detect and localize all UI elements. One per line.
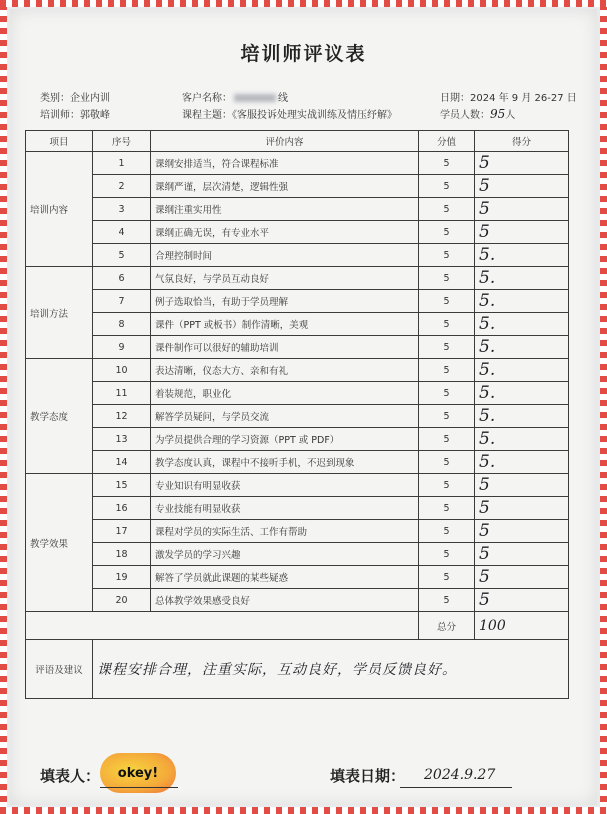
table-row [26, 267, 569, 290]
table-row [26, 290, 569, 313]
table-row [26, 474, 569, 497]
row-number: 1 [93, 152, 151, 175]
row-score: 5. [475, 267, 569, 290]
row-number: 7 [93, 290, 151, 313]
section-name: 教学效果 [26, 474, 93, 612]
row-content: 激发学员的学习兴趣 [151, 543, 419, 566]
row-score: 5 [475, 589, 569, 612]
row-score: 5. [475, 313, 569, 336]
row-score: 5 [475, 221, 569, 244]
row-value: 5 [419, 198, 475, 221]
students-unit: 人 [505, 110, 516, 121]
row-score: 5. [475, 244, 569, 267]
row-value: 5 [419, 175, 475, 198]
row-value: 5 [419, 589, 475, 612]
filler-stamp: okey! [100, 753, 176, 793]
table-row [26, 313, 569, 336]
table-body [26, 152, 569, 612]
redacted-client-name [234, 94, 276, 102]
filler-underline [100, 787, 178, 788]
row-number: 16 [93, 497, 151, 520]
table-row [26, 382, 569, 405]
row-content: 例子选取恰当，有助于学员理解 [151, 290, 419, 313]
students-count: 95 [490, 107, 506, 121]
row-content: 课件（PPT 或板书）制作清晰，美观 [151, 313, 419, 336]
header-item: 项目 [26, 131, 93, 152]
table-header-row [26, 131, 569, 152]
table-row [26, 152, 569, 175]
row-number: 10 [93, 359, 151, 382]
row-score: 5 [475, 175, 569, 198]
row-value: 5 [419, 336, 475, 359]
row-number: 4 [93, 221, 151, 244]
table-row [26, 175, 569, 198]
filler-label: 填表人： [40, 767, 101, 785]
row-number: 17 [93, 520, 151, 543]
section-name: 培训方法 [26, 267, 93, 359]
total-row [26, 612, 569, 640]
row-content: 课纲注重实用性 [151, 198, 419, 221]
header-value: 分值 [419, 131, 475, 152]
table-row [26, 336, 569, 359]
fill-date-label: 填表日期： [330, 767, 406, 785]
row-score: 5. [475, 428, 569, 451]
row-number: 11 [93, 382, 151, 405]
row-content: 着装规范，职业化 [151, 382, 419, 405]
row-score: 5 [475, 497, 569, 520]
row-score: 5. [475, 359, 569, 382]
row-value: 5 [419, 497, 475, 520]
row-number: 20 [93, 589, 151, 612]
trainer-field: 培训师：郭敬峰 [40, 110, 110, 121]
comment-row [26, 640, 569, 699]
row-content: 课件制作可以很好的辅助培训 [151, 336, 419, 359]
row-content: 专业知识有明显收获 [151, 474, 419, 497]
form-title: 培训师评议表 [240, 43, 367, 65]
row-score: 5 [475, 152, 569, 175]
total-score: 100 [475, 612, 569, 640]
table-row [26, 244, 569, 267]
row-content: 课纲正确无误，有专业水平 [151, 221, 419, 244]
section-name: 培训内容 [26, 152, 93, 267]
row-number: 19 [93, 566, 151, 589]
row-number: 15 [93, 474, 151, 497]
header-content: 评价内容 [151, 131, 419, 152]
table-row [26, 405, 569, 428]
row-score: 5 [475, 474, 569, 497]
table-row [26, 221, 569, 244]
row-content: 表达清晰，仪态大方、亲和有礼 [151, 359, 419, 382]
row-number: 9 [93, 336, 151, 359]
row-number: 14 [93, 451, 151, 474]
row-content: 专业技能有明显收获 [151, 497, 419, 520]
comment-text: 课程安排合理，注重实际，互动良好，学员反馈良好。 [93, 640, 569, 699]
row-value: 5 [419, 474, 475, 497]
row-value: 5 [419, 152, 475, 175]
category-field: 类别：企业内训 [40, 93, 110, 104]
row-value: 5 [419, 221, 475, 244]
row-value: 5 [419, 405, 475, 428]
students-label: 学员人数： [440, 110, 490, 121]
row-score: 5. [475, 382, 569, 405]
header-number: 序号 [93, 131, 151, 152]
row-score: 5. [475, 290, 569, 313]
row-content: 合理控制时间 [151, 244, 419, 267]
table-row [26, 520, 569, 543]
row-content: 教学态度认真，课程中不接听手机，不迟到现象 [151, 451, 419, 474]
row-value: 5 [419, 566, 475, 589]
fill-date-underline [400, 787, 512, 788]
row-content: 解答了学员就此课题的某些疑惑 [151, 566, 419, 589]
total-label: 总分 [419, 612, 475, 640]
row-content: 为学员提供合理的学习资源（PPT 或 PDF） [151, 428, 419, 451]
row-value: 5 [419, 267, 475, 290]
row-number: 8 [93, 313, 151, 336]
client-label: 客户名称： [182, 93, 232, 104]
table-row [26, 543, 569, 566]
row-score: 5 [475, 566, 569, 589]
table-row [26, 589, 569, 612]
row-score: 5. [475, 451, 569, 474]
row-number: 5 [93, 244, 151, 267]
row-content: 课程对学员的实际生活、工作有帮助 [151, 520, 419, 543]
table-row [26, 451, 569, 474]
row-content: 课纲严谨，层次清楚，逻辑性强 [151, 175, 419, 198]
row-score: 5. [475, 336, 569, 359]
row-score: 5 [475, 543, 569, 566]
header-score: 得分 [475, 131, 569, 152]
row-value: 5 [419, 290, 475, 313]
row-content: 课纲安排适当，符合课程标准 [151, 152, 419, 175]
topic-field: 课程主题：《客服投诉处理实战训练及情压纾解》 [182, 110, 397, 121]
row-value: 5 [419, 359, 475, 382]
row-value: 5 [419, 382, 475, 405]
row-number: 6 [93, 267, 151, 290]
row-value: 5 [419, 313, 475, 336]
table-row [26, 198, 569, 221]
row-number: 2 [93, 175, 151, 198]
row-value: 5 [419, 244, 475, 267]
row-content: 总体教学效果感受良好 [151, 589, 419, 612]
row-content: 气氛良好，与学员互动良好 [151, 267, 419, 290]
row-value: 5 [419, 428, 475, 451]
row-number: 12 [93, 405, 151, 428]
evaluation-table [25, 130, 569, 699]
date-field: 日期：2024 年 9 月 26-27 日 [440, 93, 577, 104]
client-field [182, 89, 288, 104]
table-row [26, 359, 569, 382]
table-row [26, 428, 569, 451]
row-number: 18 [93, 543, 151, 566]
table-row [26, 566, 569, 589]
table-row [26, 497, 569, 520]
row-score: 5. [475, 405, 569, 428]
section-name: 教学态度 [26, 359, 93, 474]
row-value: 5 [419, 543, 475, 566]
client-suffix: 线 [278, 93, 288, 104]
row-value: 5 [419, 451, 475, 474]
students-field [440, 106, 515, 121]
row-value: 5 [419, 520, 475, 543]
row-number: 3 [93, 198, 151, 221]
row-score: 5 [475, 198, 569, 221]
row-score: 5 [475, 520, 569, 543]
comment-label: 评语及建议 [26, 640, 93, 699]
fill-date-value: 2024.9.27 [424, 767, 496, 783]
row-number: 13 [93, 428, 151, 451]
row-content: 解答学员疑问，与学员交流 [151, 405, 419, 428]
